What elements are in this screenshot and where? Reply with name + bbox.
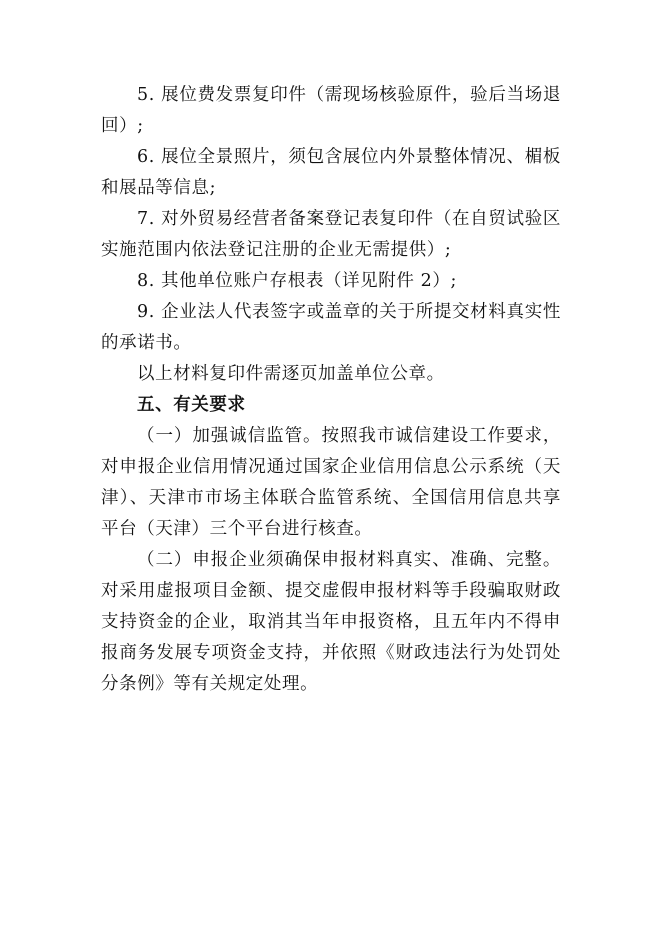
- seal-note-paragraph: 以上材料复印件需逐页加盖单位公章。: [137, 364, 445, 384]
- integrity-supervision-paragraph: （一）加强诚信监管。按照我市诚信建设工作要求，对申报企业信用情况通过国家企业信用信息公示系统（天津）、天津市市场主体联合监管系统、全国信用信息共享平台（天津）三个平台进行核查。: [101, 426, 561, 539]
- material-authenticity-paragraph: （二）申报企业须确保申报材料真实、准确、完整。对采用虚报项目金额、提交虚假申报材料等手段骗取财政支持资金的企业，取消其当年申报资格，且五年内不得申报商务发展专项资金支持，并依照《财政违法行为处罚处分条例》等有关规定处理。: [101, 550, 561, 694]
- item-9-paragraph: 9. 企业法人代表签字或盖章的关于所提交材料真实性的承诺书。: [101, 302, 561, 353]
- document-page: [101, 80, 561, 700]
- section-heading: 五、有关要求: [137, 395, 246, 415]
- item-8-paragraph: 8. 其他单位账户存根表（详见附件 2）;: [137, 271, 457, 291]
- item-6-paragraph: 6. 展位全景照片，须包含展位内外景整体情况、楣板和展品等信息;: [101, 147, 561, 198]
- item-7-paragraph: 7. 对外贸易经营者备案登记表复印件（在自贸试验区实施范围内依法登记注册的企业无需提供）;: [101, 209, 561, 260]
- item-5-paragraph: 5. 展位费发票复印件（需现场核验原件，验后当场退回）;: [101, 85, 561, 136]
